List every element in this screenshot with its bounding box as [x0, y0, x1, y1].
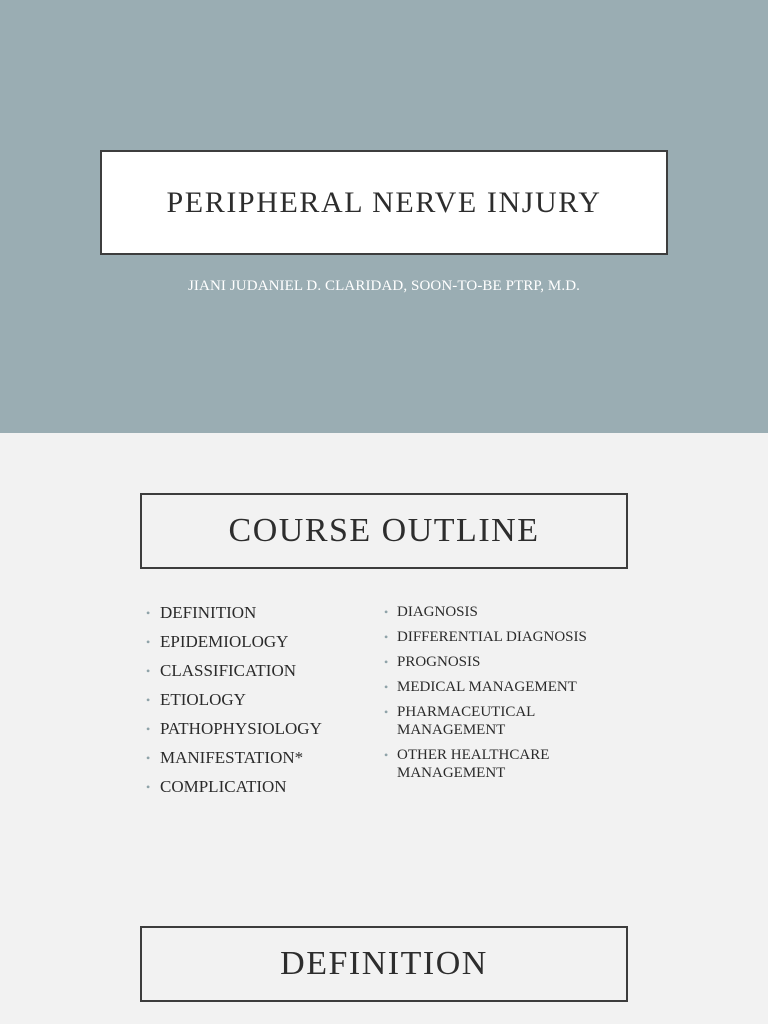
list-item: [146, 661, 376, 690]
list-item-label: OTHER HEALTHCARE MANAGEMENT: [397, 747, 550, 781]
bullet-icon: •: [146, 780, 151, 794]
bullet-icon: •: [384, 655, 389, 669]
bullet-icon: •: [146, 693, 151, 707]
bullet-icon: •: [146, 635, 151, 649]
bullet-icon: •: [146, 606, 151, 620]
title-box: [100, 150, 668, 255]
list-item-label: ETIOLOGY: [160, 690, 246, 709]
bullet-icon: •: [146, 664, 151, 678]
list-item-label: PROGNOSIS: [397, 654, 481, 670]
list-item-label: PATHOPHYSIOLOGY: [160, 719, 322, 738]
list-item: [146, 632, 376, 661]
course-outline-slide: [0, 433, 768, 873]
list-item: [146, 748, 376, 777]
list-item-label: MANIFESTATION*: [160, 748, 304, 767]
list-item: [384, 603, 614, 621]
outline-list-right: [384, 603, 614, 789]
outline-heading: COURSE OUTLINE: [228, 512, 540, 549]
list-item-label: DIAGNOSIS: [397, 604, 478, 620]
bullet-icon: •: [384, 748, 389, 762]
definition-heading-box: [140, 926, 628, 1002]
list-item: [146, 719, 376, 748]
definition-slide: [0, 873, 768, 1024]
definition-heading: DEFINITION: [280, 945, 488, 982]
list-item: [384, 628, 614, 646]
presentation-subtitle: JIANI JUDANIEL D. CLARIDAD, SOON-TO-BE PTRP, M.D.: [188, 278, 580, 294]
list-item-label: PHARMACEUTICAL MANAGEMENT: [397, 704, 535, 738]
presentation-title: PERIPHERAL NERVE INJURY: [166, 185, 602, 219]
title-slide: [0, 0, 768, 433]
outline-heading-box: [140, 493, 628, 569]
bullet-icon: •: [146, 751, 151, 765]
list-item-label: DIFFERENTIAL DIAGNOSIS: [397, 629, 587, 645]
list-item-label: COMPLICATION: [160, 777, 287, 796]
outline-list-left: [146, 603, 376, 806]
bullet-icon: •: [384, 705, 389, 719]
list-item-label: DEFINITION: [160, 603, 257, 622]
bullet-icon: •: [146, 722, 151, 736]
list-item-label: EPIDEMIOLOGY: [160, 632, 289, 651]
list-item: [146, 777, 376, 806]
list-item: [384, 703, 554, 739]
bullet-icon: •: [384, 680, 389, 694]
list-item: [146, 690, 376, 719]
list-item-label: CLASSIFICATION: [160, 661, 297, 680]
list-item: [384, 653, 614, 671]
list-item: [384, 746, 564, 782]
list-item-label: MEDICAL MANAGEMENT: [397, 679, 577, 695]
list-item: [146, 603, 376, 632]
bullet-icon: •: [384, 630, 389, 644]
list-item: [384, 678, 614, 696]
bullet-icon: •: [384, 605, 389, 619]
